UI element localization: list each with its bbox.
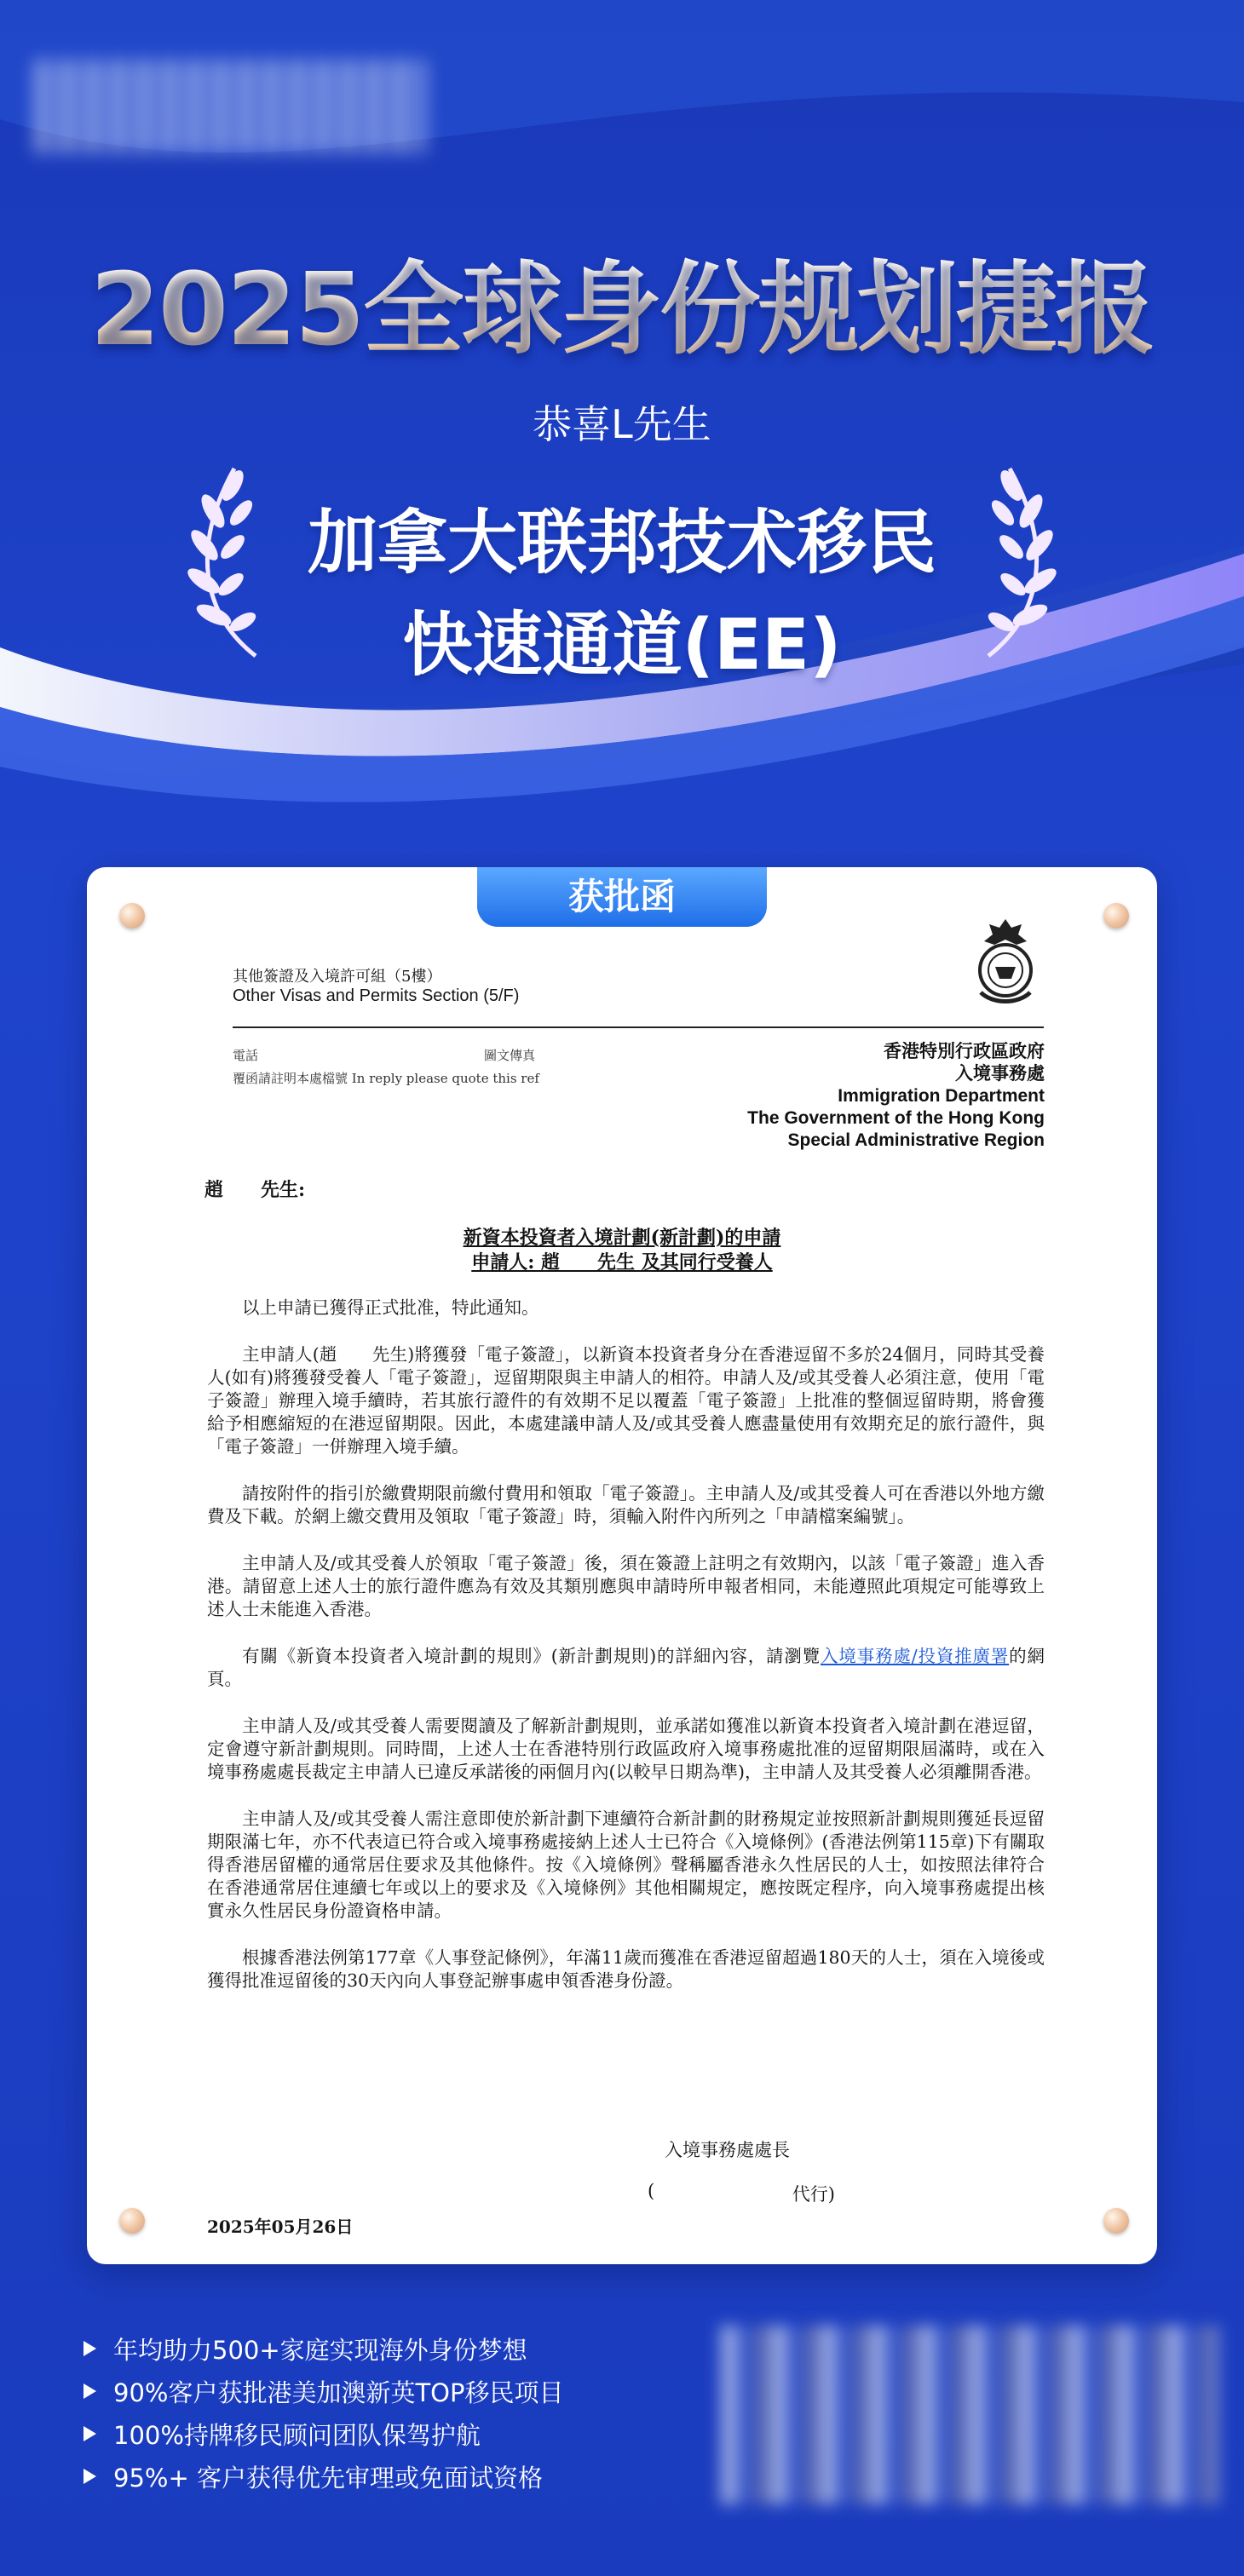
- laurel-right-icon: [959, 460, 1069, 664]
- subject-line1: 新資本投資者入境計劃(新計劃)的申請: [463, 1227, 781, 1249]
- pin-icon: [1103, 2208, 1129, 2234]
- letter-paragraph: 以上申請已獲得正式批准，特此通知。: [242, 1297, 539, 1318]
- blurred-contact-block: [720, 2326, 1218, 2504]
- salutation: 趙 先生:: [204, 1179, 306, 1201]
- letter-paragraph: 請按附件的指引於繳費期限前繳付費用和領取「電子簽證」。主申請人及/或其受養人可在香港以外地方繳費及下載。於網上繳交費用及領取「電子簽證」時，須輸入附件內所列之「申請檔案編號」。: [207, 1483, 1045, 1527]
- feature-list: [84, 2327, 564, 2498]
- congrats-text: 恭喜L先生: [533, 401, 711, 447]
- list-item: 90%客户获批港美加澳新英TOP移民项目: [84, 2370, 564, 2412]
- dept-line: 香港特別行政區政府: [884, 1042, 1045, 1061]
- list-item: 100%持牌移民顾问团队保驾护航: [84, 2412, 564, 2455]
- letter-paragraph: 主申請人及/或其受養人需要閱讀及了解新計劃規則，並承諾如獲准以新資本投資者入境計劃在港逗留，定會遵守新計劃規則。同時間，上述人士在香港特別行政區政府入境事務處批准的逗留期限屆滿時，或在入境事務處處長裁定主申請人已違反承諾後的兩個月內(以較早日期為準)，主申請人及其受養人必須離開香港。: [207, 1716, 1045, 1782]
- letter-paragraph: 主申請人(趙 先生)將獲發「電子簽證」，以新資本投資者身分在香港逗留不多於24個月，同時其受養人(如有)將獲發受養人「電子簽證」，逗留期限與主申請人的相符。申請人及/或其受養人必須注意，使用「電子簽證」辦理入境手續時，若其旅行證件的有效期不足以覆蓋「電子簽證」上批准的整個逗留時期，將會獲給予相應縮短的在港逗留期限。因此，本處建議申請人及/或其受養人應盡量使用有效期充足的旅行證件，與「電子簽證」一併辦理入境手續。: [207, 1344, 1045, 1457]
- letter-paragraph: 根據香港法例第177章《人事登記條例》，年滿11歲而獲准在香港逗留超過180天的人士，須在入境後或獲得批准逗留後的30天內向人事登記辦事處申領香港身份證。: [207, 1947, 1045, 1991]
- pin-icon: [119, 903, 145, 929]
- signature-close: 代行): [792, 2184, 835, 2205]
- letter-date: 2025年05月26日: [207, 2217, 354, 2237]
- triangle-bullet-icon: [84, 2341, 96, 2356]
- program-name-line2: 快速通道(EE): [402, 605, 842, 686]
- tel-label: 電話: [233, 1048, 259, 1063]
- list-item: 年均助力500+家庭实现海外身份梦想: [84, 2327, 564, 2370]
- approval-letter-tab: 获批函: [477, 867, 767, 927]
- subject-line2: 申請人: 趙 先生 及其同行受養人: [471, 1251, 773, 1274]
- triangle-bullet-icon: [84, 2383, 96, 2399]
- dept-line: The Government of the Hong Kong: [747, 1108, 1045, 1128]
- pin-icon: [1103, 903, 1129, 929]
- pin-icon: [119, 2208, 145, 2234]
- rules-text-end: 的網頁。: [207, 1646, 1045, 1689]
- letterhead-divider: [233, 1026, 1044, 1028]
- page-title: 2025全球身份规划捷报: [89, 250, 1155, 368]
- dept-line: 入境事務處: [955, 1064, 1045, 1084]
- blurred-logo: [34, 60, 426, 153]
- signature-title: 入境事務處處長: [665, 2140, 790, 2160]
- dept-line: Special Administrative Region: [787, 1130, 1045, 1150]
- rules-paragraph: [207, 1645, 1045, 1691]
- department-block: [648, 1041, 1045, 1152]
- list-item: 95%+ 客户获得优先审理或免面试资格: [84, 2455, 564, 2498]
- section-name-zh: 其他簽證及入境許可組（5樓）: [233, 968, 442, 986]
- signature-line: [648, 2181, 835, 2206]
- letter-body: [207, 1297, 1045, 2016]
- dept-line: Immigration Department: [838, 1086, 1045, 1106]
- letter-paragraph: 主申請人及/或其受養人需注意即使於新計劃下連續符合新計劃的財務規定並按照新計劃規則獲延長逗留期限滿七年，亦不代表這已符合或入境事務處接納上述人士已符合《入境條例》(香港法例第115章)下有關取得香港居留權的通常居住要求及其他條件。按《入境條例》聲稱屬香港永久性居民的人士，如按照法律符合在香港通常居住連續七年或以上的要求及《入境條例》其他相關規定，應按既定程序，向入境事務處提出核實永久性居民身份證資格申請。: [207, 1808, 1045, 1921]
- rules-text: 有關《新資本投資者入境計劃的規則》(新計劃規則)的詳細內容，請瀏覽: [242, 1646, 821, 1666]
- laurel-left-icon: [175, 460, 285, 664]
- reference-note: 覆函請註明本處檔號 In reply please quote this ref: [233, 1071, 539, 1086]
- immigration-dept-link[interactable]: 入境事務處/投資推廣署: [821, 1646, 1010, 1666]
- fax-label: 圖文傳真: [484, 1048, 536, 1063]
- section-name-en: Other Visas and Permits Section (5/F): [233, 986, 520, 1005]
- letter-paragraph: 主申請人及/或其受養人於領取「電子簽證」後，須在簽證上註明之有效期內，以該「電子簽證」進入香港。請留意上述人士的旅行證件應為有效及其類別應與申請時所申報者相同，未能遵照此項規定可能導致上述人士未能進入香港。: [207, 1553, 1045, 1619]
- triangle-bullet-icon: [84, 2426, 96, 2441]
- triangle-bullet-icon: [84, 2469, 96, 2484]
- hk-police-emblem-icon: [967, 916, 1044, 1009]
- signature-open: (: [648, 2181, 655, 2201]
- program-name-line1: 加拿大联邦技术移民: [307, 503, 936, 584]
